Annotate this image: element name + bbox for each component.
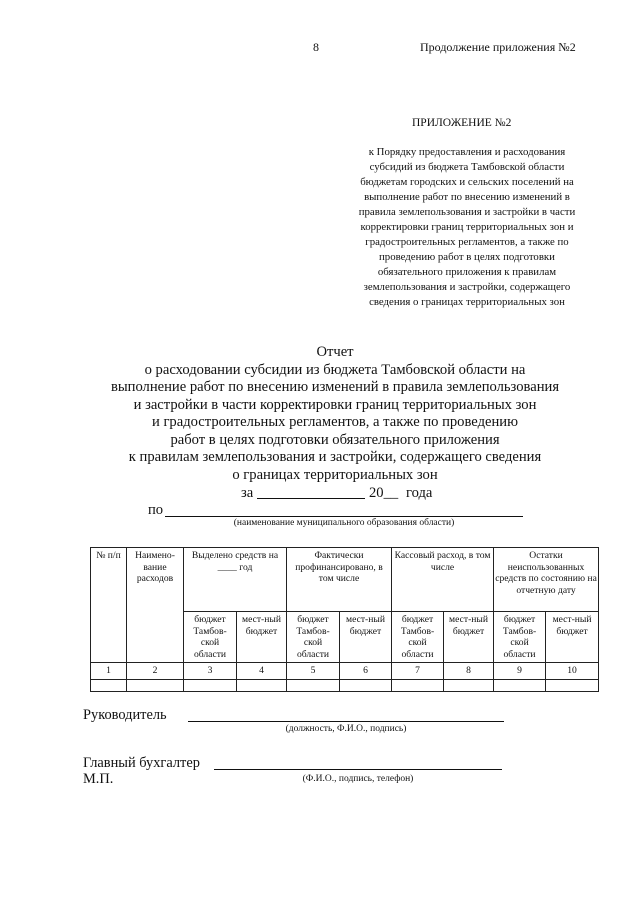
municipality-hint: (наименование муниципального образования области) bbox=[233, 518, 455, 528]
table-cell bbox=[184, 679, 237, 691]
column-number: 3 bbox=[184, 663, 237, 680]
by-label: по bbox=[148, 502, 164, 518]
appendix-line: сведения о границах территориальных зон bbox=[369, 296, 565, 308]
accountant-hint: (Ф.И.О., подпись, телефон) bbox=[302, 774, 414, 784]
appendix-line: обязательного приложения к правилам bbox=[377, 266, 557, 278]
report-line: выполнение работ по внесению изменений в правила землепользования bbox=[110, 379, 560, 395]
appendix-line: правила землепользования и застройки в части bbox=[358, 206, 576, 218]
header-num: № п/п bbox=[91, 548, 127, 663]
stamp-label: М.П. bbox=[83, 771, 114, 787]
municipality-line bbox=[165, 516, 523, 517]
column-number: 9 bbox=[494, 663, 546, 680]
appendix-title: ПРИЛОЖЕНИЕ №2 bbox=[412, 117, 512, 129]
table-cell bbox=[444, 679, 494, 691]
appendix-line: субсидий из бюджета Тамбовской области bbox=[369, 161, 565, 173]
table-cell bbox=[546, 679, 599, 691]
report-line: и градостроительных регламентов, а также по проведению bbox=[151, 414, 518, 430]
subheader-local: мест-ный бюджет bbox=[340, 612, 392, 663]
accountant-signature-line bbox=[214, 769, 502, 770]
table-cell bbox=[91, 679, 127, 691]
header-remaining: Остатки неиспользованных средств по состоянию на отчетную дату bbox=[494, 548, 599, 612]
header-name: Наимено-вание расходов bbox=[127, 548, 184, 663]
period-year: 20__ bbox=[369, 485, 399, 501]
report-heading: Отчет bbox=[316, 344, 354, 360]
column-number: 1 bbox=[91, 663, 127, 680]
appendix-line: выполнение работ по внесению изменений в bbox=[364, 191, 570, 203]
director-signature-line bbox=[188, 721, 504, 722]
column-number: 4 bbox=[237, 663, 287, 680]
subheader-regional: бюджет Тамбов-ской области bbox=[287, 612, 340, 663]
table-cell bbox=[340, 679, 392, 691]
column-number: 10 bbox=[546, 663, 599, 680]
table-cell bbox=[127, 679, 184, 691]
header-financed: Фактически профинансировано, в том числе bbox=[287, 548, 392, 612]
report-title-block bbox=[98, 344, 572, 484]
director-hint: (должность, Ф.И.О., подпись) bbox=[285, 724, 407, 734]
appendix-line: градостроительных регламентов, а также по bbox=[365, 236, 569, 248]
table-cell bbox=[287, 679, 340, 691]
subheader-regional: бюджет Тамбов-ской области bbox=[494, 612, 546, 663]
report-table bbox=[90, 547, 599, 692]
appendix-line: бюджетам городских и сельских поселений на bbox=[360, 176, 574, 188]
column-number: 2 bbox=[127, 663, 184, 680]
table-row bbox=[91, 679, 599, 691]
table-cell bbox=[494, 679, 546, 691]
page-number: 8 bbox=[313, 40, 319, 54]
appendix-line: корректировки границ территориальных зон и bbox=[360, 221, 574, 233]
continuation-label: Продолжение приложения №2 bbox=[420, 40, 576, 54]
subheader-regional: бюджет Тамбов-ской области bbox=[392, 612, 444, 663]
appendix-line: землепользования и застройки, содержащего bbox=[363, 281, 571, 293]
column-number: 5 bbox=[287, 663, 340, 680]
report-line: и застройки в части корректировки границ территориальных зон bbox=[133, 396, 537, 413]
appendix-description bbox=[336, 145, 598, 310]
subheader-local: мест-ный бюджет bbox=[237, 612, 287, 663]
header-allocated: Выделено средств на ____ год bbox=[184, 548, 287, 612]
appendix-line: к Порядку предоставления и расходования bbox=[368, 146, 566, 158]
subheader-local: мест-ный бюджет bbox=[546, 612, 599, 663]
period-suffix: года bbox=[406, 485, 433, 501]
column-number: 6 bbox=[340, 663, 392, 680]
report-line: к правилам землепользования и застройки, содержащего сведения bbox=[128, 449, 542, 465]
report-line: о расходовании субсидии из бюджета Тамбовской области на bbox=[144, 361, 526, 378]
column-number: 7 bbox=[392, 663, 444, 680]
subheader-local: мест-ный бюджет bbox=[444, 612, 494, 663]
period-prefix: за bbox=[241, 485, 254, 501]
report-line: работ в целях подготовки обязательного приложения bbox=[170, 431, 500, 448]
subheader-regional: бюджет Тамбов-ской области bbox=[184, 612, 237, 663]
report-line: о границах территориальных зон bbox=[232, 466, 438, 483]
accountant-label: Главный бухгалтер bbox=[83, 755, 200, 771]
column-number: 8 bbox=[444, 663, 494, 680]
period-blank-line bbox=[257, 498, 365, 499]
appendix-line: проведению работ в целях подготовки bbox=[379, 251, 555, 263]
table-cell bbox=[237, 679, 287, 691]
director-label: Руководитель bbox=[83, 707, 167, 723]
table-cell bbox=[392, 679, 444, 691]
header-cash: Кассовый расход, в том числе bbox=[392, 548, 494, 612]
